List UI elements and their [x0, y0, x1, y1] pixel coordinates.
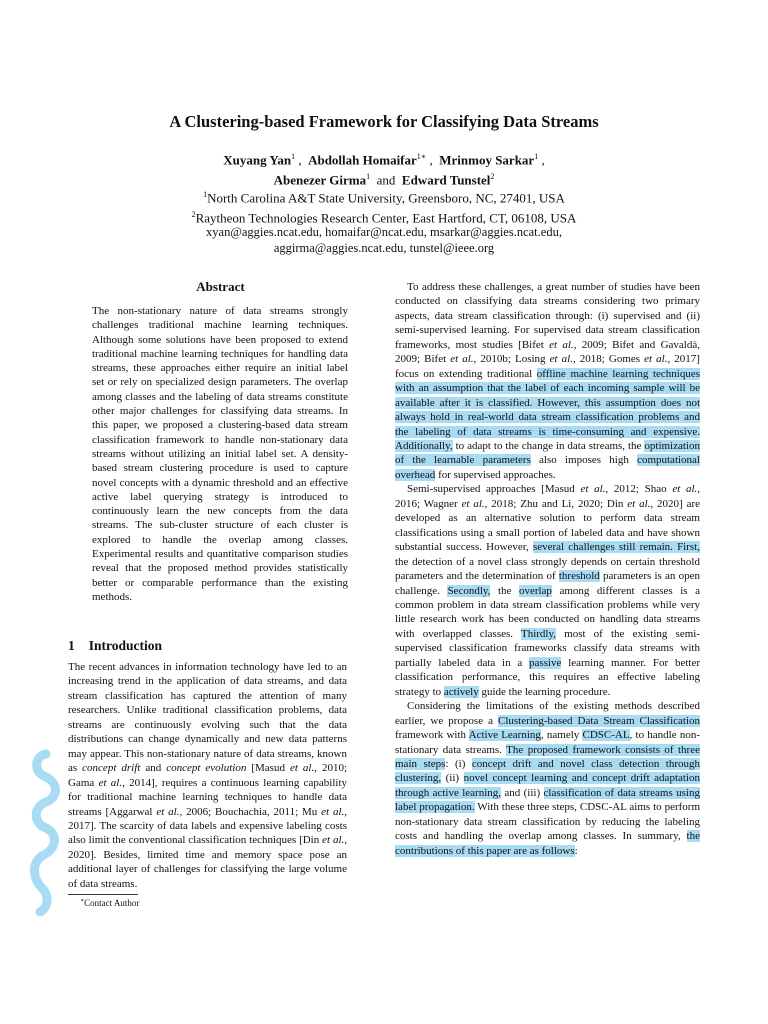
author-name: Edward Tunstel [401, 172, 491, 188]
footnote-rule [68, 894, 138, 895]
text-highlight: The proposed framework consists of three main steps [395, 743, 700, 770]
text-highlight: concept drift and novel class detection through clustering, [395, 757, 700, 785]
author-name: Mrinmoy Sarkar [439, 152, 535, 168]
author-name: Xuyang Yan [223, 152, 292, 168]
text-highlight: Thirdly, [520, 627, 556, 640]
text-highlight: offline machine learning techniques with an assumption that the label of each incoming sample will be available after it is classified. However, this assumption does not always hold in real-world data stream classification problems and the labeling of data streams is time-consuming and expensive. Additionally, [395, 367, 700, 452]
author-emails: xyan@aggies.ncat.edu, homaifar@ncat.edu, msarkar@aggies.ncat.edu, aggirma@aggies.ncat.edu, tunstel@ieee.org [206, 225, 562, 255]
text-highlight: the contributions of this paper are as follows [395, 830, 700, 857]
text-highlight: Active Learning [468, 729, 541, 742]
abstract-heading: Abstract [196, 279, 245, 294]
paragraph: To address these challenges, a great number of studies have been conducted on classifying data streams considering two primary aspects, data stream classification through: (i) supervised and (ii) semi-supervised learning. For supervised data stream classification frameworks, most studies [Bifet et al., 2009; Bifet and Gavaldà, 2009; Bifet et al., 2010b; Losing et al., 2018; Gomes et al., 2017] focus on extending traditional offline machine learning techniques with an assumption that the label of each incoming sample will be available after it is classified. However, this assumption does not always hold in real-world data stream classification problems and the labeling of data streams is time-consuming and expensive. Additionally, to adapt to the change in data streams, the optimization of the learnable parameters also imposes high computational overhead for supervised approaches. [395, 281, 700, 481]
text-highlight: threshold [558, 570, 600, 583]
footnote: ∗Contact Author [80, 898, 140, 908]
text-highlight: optimization of the learnable parameters [395, 439, 700, 467]
intro-paragraph: The recent advances in information technology have led to an increasing trend in the application of data streams, and data stream classification has captured the attention of many researchers. Unlike traditional classification problems, data streams are continuously evolving such that the data distributions can change dynamically and new data patterns may appear. This non-stationary nature of data streams, known as concept drift and concept evolution [Masud et al., 2010; Gama et al., 2014], requires a continuous learning capability for traditional machine learning techniques to handle data streams [Aggarwal et al., 2006; Bouchachia, 2011; Mu et al., 2017]. The scarcity of data labels and expensive labeling costs also limit the conventional classification techniques [Din et al., 2020]. Besides, limited time and memory space pose an additional layer of challenges for classifying the large volume of data streams. [68, 661, 348, 890]
text-highlight: several challenges still remain. First, [532, 541, 700, 554]
affiliations [0, 186, 768, 227]
abstract-text: The non-stationary nature of data streams strongly challenges traditional machine learning techniques. Although some solutions have been proposed to extend traditional machine learning techniques for handling data streams, these approaches either require an initial label set or rely on specialized design parameters. The overlap among classes and the labeling of data streams constitute other major challenges for classifying data streams. In this paper, we proposed a clustering-based data stream classification framework to handle non-stationary data streams without utilizing an initial label set. A density-based stream clustering procedure is used to capture novel concepts with a dynamic threshold and an effective active label querying strategy is introduced to continuously learn the new concepts from the data streams. The sub-cluster structure of each cluster is explored to handle the overlap among classes. Experimental results and quantitative comparison studies reveal that the proposed method provides statistically better or comparable performance than the existing methods. [92, 305, 348, 603]
section-heading: 1 Introduction [68, 638, 163, 653]
text-highlight: novel concept learning and concept drift adaptation through active learning, [395, 772, 700, 799]
text-highlight: overlap [518, 584, 552, 597]
text-highlight: classification of data streams using label propagation. [395, 786, 700, 814]
paper-title: A Clustering-based Framework for Classifying Data Streams [169, 112, 599, 131]
right-column [395, 280, 700, 858]
text-highlight: Clustering-based Data Stream Classification [498, 714, 700, 727]
affiliation: $^2$Raytheon Technologies Research Center, East Hartford, CT, 06108, USA [191, 210, 577, 226]
affiliation: $^1$North Carolina A&T State University, Greensboro, NC, 27401, USA [203, 190, 565, 206]
text-highlight: passive [529, 656, 562, 669]
author-name: Abenezer Girma [273, 172, 367, 188]
text-highlight: computational overhead [395, 454, 700, 481]
text-highlight: actively [443, 685, 479, 698]
text-highlight: CDSC-AL [582, 729, 630, 742]
paragraph: Semi-supervised approaches [Masud et al., 2012; Shao et al., 2016; Wagner et al., 2018; Zhu and Li, 2020; Din et al., 2020] are developed as an alternative solution to perform data stream classifications using a small portion of labeled data and have shown substantial success. However, several challenges still remain. First, the detection of a novel class strongly depends on certain threshold parameters and the determination of threshold parameters is an open challenge. Secondly, the overlap among different classes is a common problem in data stream classification problems while very little research work has been conducted on handling data streams with overlapped classes. Thirdly, most of the existing semi-supervised classification frameworks classify data streams with partially labeled data in a passive learning manner. For better classification performance, this requires an effective labeling strategy to actively guide the learning procedure. [395, 483, 700, 698]
author-name: Abdollah Homaifar [308, 152, 417, 168]
author-line-2: Abenezer Girma$^1$ and Edward Tunstel$^2$ [273, 172, 495, 188]
paragraph: Considering the limitations of the existing methods described earlier, we propose a Clustering-based Data Stream Classification framework with Active Learning, namely CDSC-AL, to handle non-stationary data streams. The proposed framework consists of three main steps: (i) concept drift and novel class detection through clustering, (ii) novel concept learning and concept drift adaptation through active learning, and (iii) classification of data streams using label propagation. With these three steps, CDSC-AL aims to perform non-stationary data stream classification by reducing the labeling costs and handling the overlap among classes. In summary, the contributions of this paper are as follows: [395, 700, 701, 857]
author-list [0, 148, 768, 189]
text-highlight: Secondly, [447, 584, 491, 597]
annotation-scribble [28, 748, 68, 916]
author-line-1: Xuyang Yan$^1$ , Abdollah Homaifar$^{1∗}$ , Mrinmoy Sarkar$^1$ , [223, 152, 545, 168]
